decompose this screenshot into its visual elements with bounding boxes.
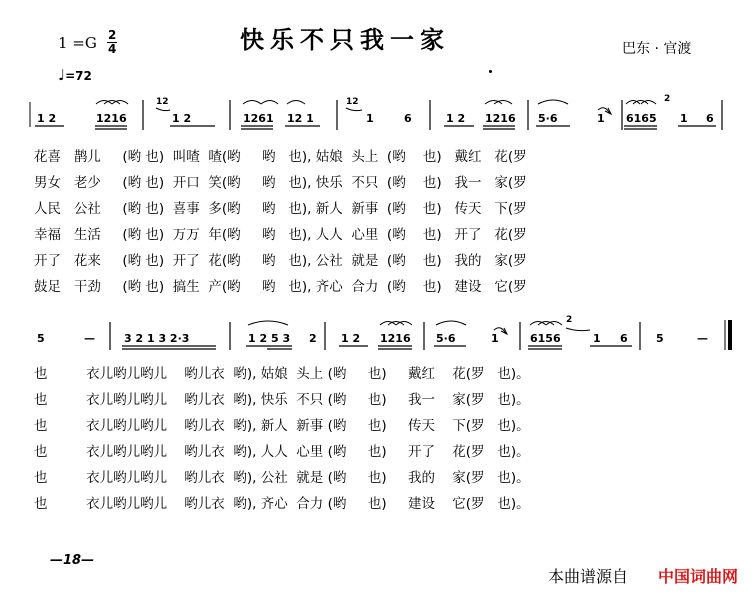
note-group: 1 2 [446,112,466,125]
lyrics-line-1-verse-2: 男女 老少 (哟 也) 开口 笑(哟 哟 也), 快乐 不只 (哟 也) 我一 家(罗 [34,175,527,191]
grace-note: 2 [566,315,573,325]
note-group: 1 2 5 3 [248,332,291,345]
lyrics-line-1-verse-3: 人民 公社 (哟 也) 喜事 多(哟 哟 也), 新人 新事 (哟 也) 传天 下(罗 [34,201,527,217]
note-group: 6165 [626,112,657,125]
note-group: 1261 [243,112,274,125]
time-signature-bottom: 4 [108,42,117,56]
note-group: — [697,332,708,345]
lyrics-line-2-verse-5: 也 衣儿哟儿哟儿 哟儿衣 哟), 公社 就是 (哟 也) 我的 家(罗 也)。 [34,470,530,486]
notation-line-1 [30,94,722,130]
note-group: 1216 [96,112,127,125]
note-group: 1216 [380,332,411,345]
lyrics-line-1-verse-1: 花喜 鹊儿 (哟 也) 叫喳 喳(哟 哟 也), 姑娘 头上 (哟 也) 戴红 花(罗 [34,149,527,165]
lyrics-line-2-verse-2: 也 衣儿哟儿哟儿 哟儿衣 哟), 快乐 不只 (哟 也) 我一 家(罗 也)。 [34,392,530,408]
note-group: 1 2 [37,112,57,125]
note-group: 1216 [485,112,516,125]
source-label: 本曲谱源自 [548,567,629,586]
lyrics-line-1-verse-5: 开了 花来 (哟 也) 开了 花(哟 哟 也), 公社 就是 (哟 也) 我的 家(罗 [34,253,527,269]
note-group: 1 [366,112,374,125]
lyrics-line-2-verse-4: 也 衣儿哟儿哟儿 哟儿衣 哟), 人人 心里 (哟 也) 开了 花(罗 也)。 [34,444,530,460]
note-group: 1 2 [341,332,361,345]
grace-note: 2 [664,94,671,104]
note-group: 5 [37,332,45,345]
notation-line-2 [37,315,732,350]
note-group: 6 [620,332,628,345]
quarter-note-icon: ♩ [58,66,66,84]
note-group: 3 2 1 3 2·3 [124,332,190,345]
note-group: 1 [593,332,601,345]
note-group: 5·6 [538,112,558,125]
final-bar-line [728,320,732,350]
note-group: 12 1 [287,112,314,125]
lyrics-line-1-verse-6: 鼓足 干劲 (哟 也) 搞生 产(哟 哟 也), 齐心 合力 (哟 也) 建设 它(罗 [34,279,527,295]
note-group: 2 [309,332,317,345]
grace-note: 12 [156,97,169,107]
key-signature: 1 =G [58,34,97,52]
note-group: 5·6 [436,332,456,345]
lyrics-line-2-verse-6: 也 衣儿哟儿哟儿 哟儿衣 哟), 齐心 合力 (哟 也) 建设 它(罗 也)。 [34,496,530,512]
note-group: 1 2 [172,112,192,125]
note-group: — [84,332,95,345]
page-number: —18— [50,553,95,568]
lyrics-line-2-verse-3: 也 衣儿哟儿哟儿 哟儿衣 哟), 新人 新事 (哟 也) 传天 下(罗 也)。 [34,418,530,434]
lyrics-line-2-verse-1: 也 衣儿哟儿哟儿 哟儿衣 哟), 姑娘 头上 (哟 也) 戴红 花(罗 也)。 [34,366,530,382]
song-region: 巴东 · 官渡 [622,41,692,57]
note-group: 5 [656,332,664,345]
note-group: 1 [597,112,605,125]
note-group: 6 [706,112,714,125]
song-title: 快乐不只我一家 [240,26,450,54]
grace-note: 12 [346,97,359,107]
lyrics-line-1-verse-4: 幸福 生活 (哟 也) 万万 年(哟 哟 也), 人人 心里 (哟 也) 开了 花(罗 [34,227,527,243]
note-group: 6 [404,112,412,125]
site-link[interactable]: 中国词曲网 [658,567,739,586]
time-signature-top: 2 [108,28,117,42]
note-group: 6156 [530,332,561,345]
note-group: 1 [491,332,499,345]
tempo-value: =72 [65,69,92,83]
note-group: 1 [680,112,688,125]
